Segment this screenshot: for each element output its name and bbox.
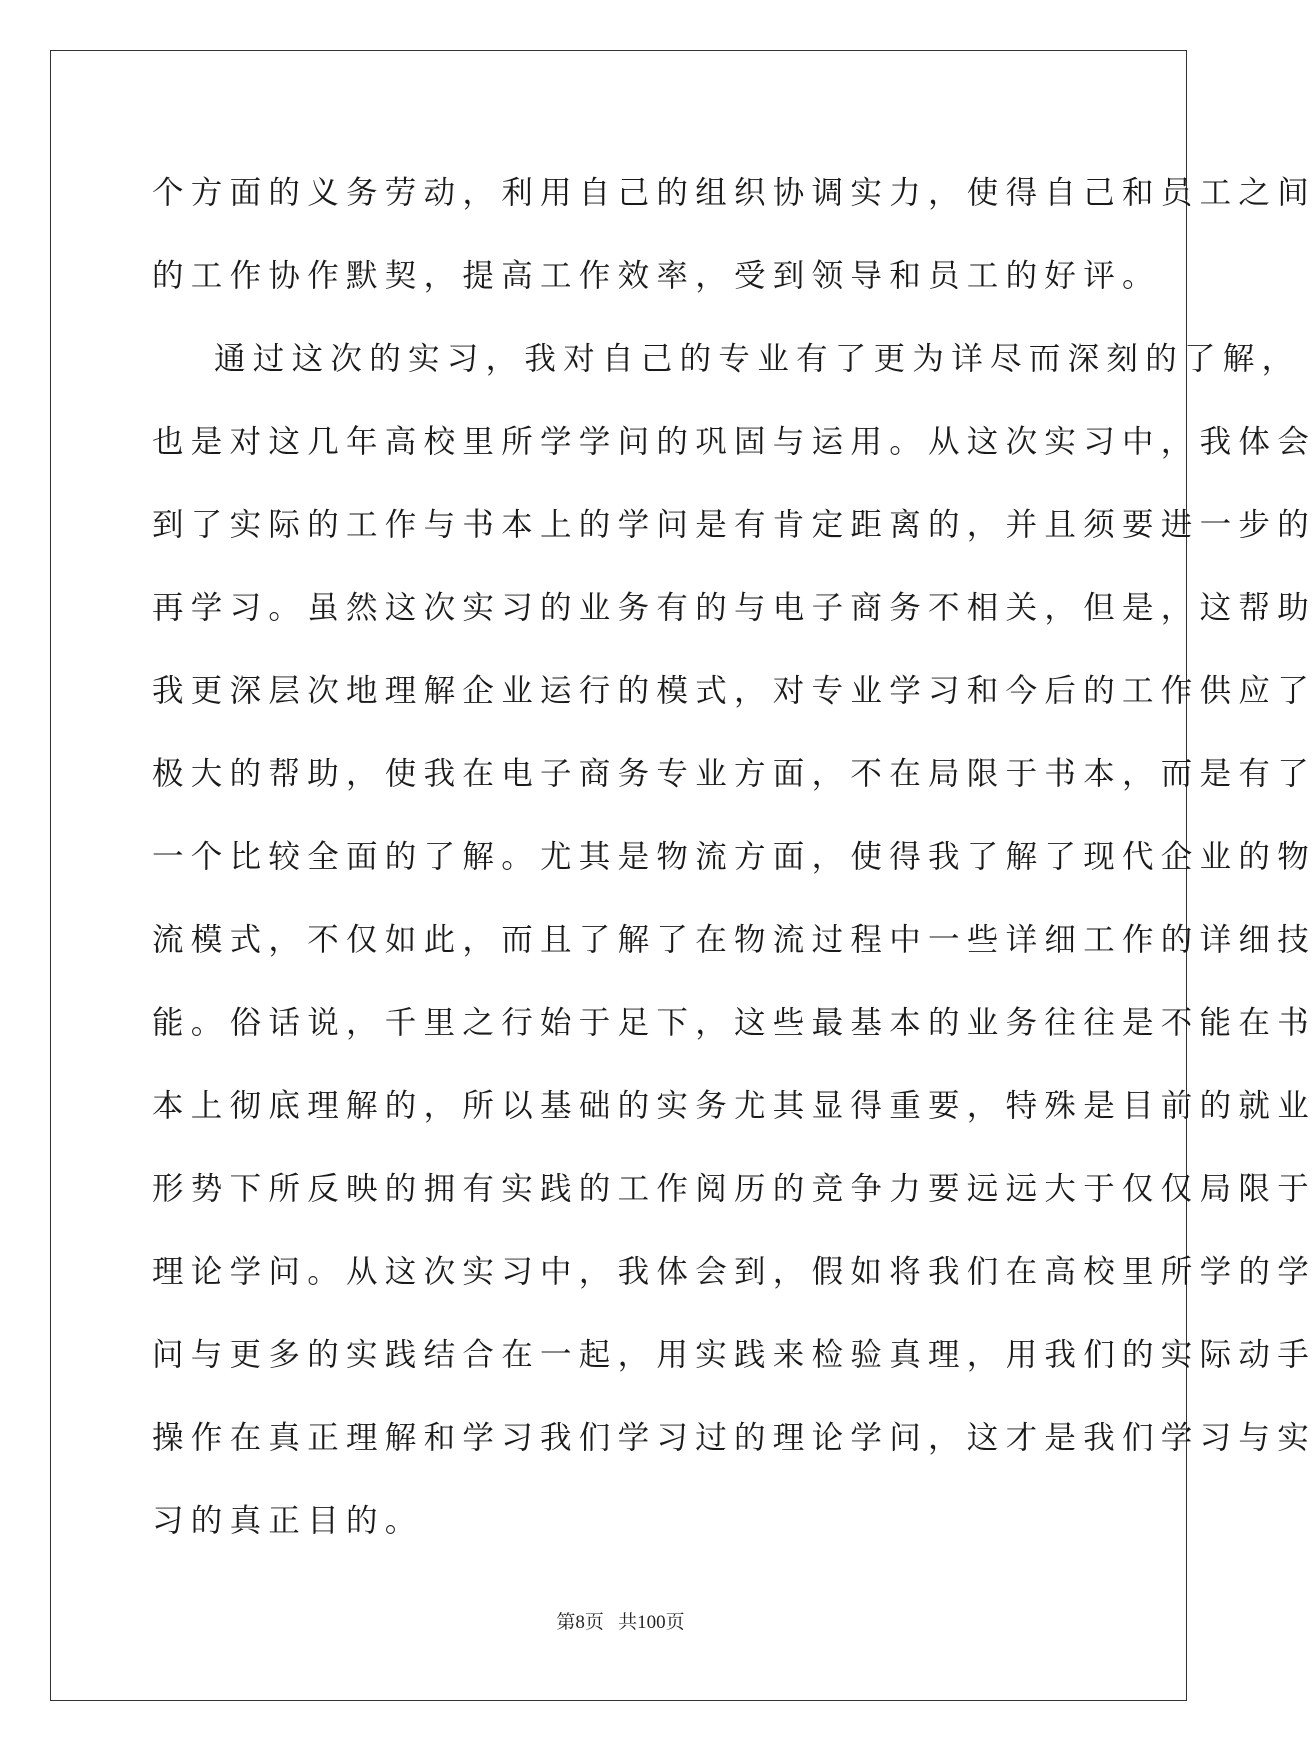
- page-footer: [0, 1611, 1241, 1635]
- text-line: 通过这次的实习，我对自己的专业有了更为详尽而深刻的了解，: [214, 341, 1301, 377]
- text-line: 也是对这几年高校里所学学问的巩固与运用。从这次实习中，我体会: [152, 424, 1316, 460]
- text-line: 一个比较全面的了解。尤其是物流方面，使得我了解了现代企业的物: [152, 839, 1316, 875]
- text-line: 我更深层次地理解企业运行的模式，对专业学习和今后的工作供应了: [152, 673, 1316, 709]
- text-line: 理论学问。从这次实习中，我体会到，假如将我们在高校里所学的学: [152, 1254, 1316, 1290]
- text-line: 的工作协作默契，提高工作效率，受到领导和员工的好评。: [152, 258, 1161, 294]
- text-line: 习的真正目的。: [152, 1503, 424, 1539]
- text-line: 问与更多的实践结合在一起，用实践来检验真理，用我们的实际动手: [152, 1337, 1316, 1373]
- text-line: 再学习。虽然这次实习的业务有的与电子商务不相关，但是，这帮助: [152, 590, 1316, 626]
- text-line: 形势下所反映的拥有实践的工作阅历的竞争力要远远大于仅仅局限于: [152, 1171, 1316, 1207]
- text-line: 到了实际的工作与书本上的学问是有肯定距离的，并且须要进一步的: [152, 507, 1316, 543]
- text-line: 能。俗话说，千里之行始于足下，这些最基本的业务往往是不能在书: [152, 1005, 1316, 1041]
- text-line: 操作在真正理解和学习我们学习过的理论学问，这才是我们学习与实: [152, 1420, 1316, 1456]
- text-line: 极大的帮助，使我在电子商务专业方面，不在局限于书本，而是有了: [152, 756, 1316, 792]
- text-line: 流模式，不仅如此，而且了解了在物流过程中一些详细工作的详细技: [152, 922, 1316, 958]
- page-number: 第8页: [556, 1612, 604, 1633]
- text-line: 个方面的义务劳动，利用自己的组织协调实力，使得自己和员工之间: [152, 175, 1316, 211]
- page-total: 共100页: [618, 1612, 685, 1633]
- body-text: [152, 152, 1316, 1563]
- text-line: 本上彻底理解的，所以基础的实务尤其显得重要，特殊是目前的就业: [152, 1088, 1316, 1124]
